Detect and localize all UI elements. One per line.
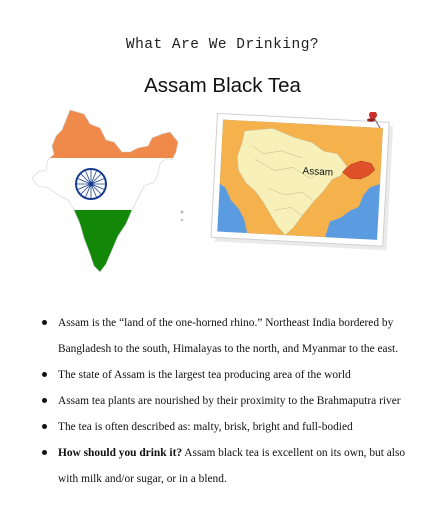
facts-list [40, 310, 420, 492]
list-item [40, 362, 420, 388]
bullet-icon [42, 424, 47, 429]
list-item [40, 440, 420, 492]
list-item-text: The tea is often described as: malty, brisk, bright and full-bodied [58, 421, 353, 433]
page-title: Assam Black Tea [144, 74, 301, 97]
bullet-icon [42, 372, 47, 377]
list-item-text: Assam tea plants are nourished by their proximity to the Brahmaputra river [58, 395, 401, 407]
assam-region-map-photo [210, 112, 398, 252]
list-item-question: How should you drink it? [58, 447, 183, 459]
flag-saffron-band [26, 108, 184, 158]
page-kicker: What Are We Drinking? [125, 37, 320, 53]
list-item-text: Assam black tea is excellent on its own, but also with milk and/or sugar, or in a blend. [58, 447, 406, 485]
list-item-text: The state of Assam is the largest tea producing area of the world [58, 369, 351, 381]
assam-map-label: Assam [302, 165, 334, 179]
bullet-icon [42, 320, 47, 325]
ashoka-chakra-icon [76, 169, 106, 199]
bullet-icon [42, 450, 47, 455]
india-flag-map-icon [26, 108, 184, 274]
bullet-icon [42, 398, 47, 403]
flag-green-band [26, 210, 184, 274]
list-item [40, 414, 420, 440]
list-item [40, 388, 420, 414]
list-item-text: Assam is the “land of the one-horned rhino.” Northeast India bordered by Bangladesh to the south, Himalayas to the north, and Myanmar to the east. [58, 317, 399, 355]
list-item [40, 310, 420, 362]
